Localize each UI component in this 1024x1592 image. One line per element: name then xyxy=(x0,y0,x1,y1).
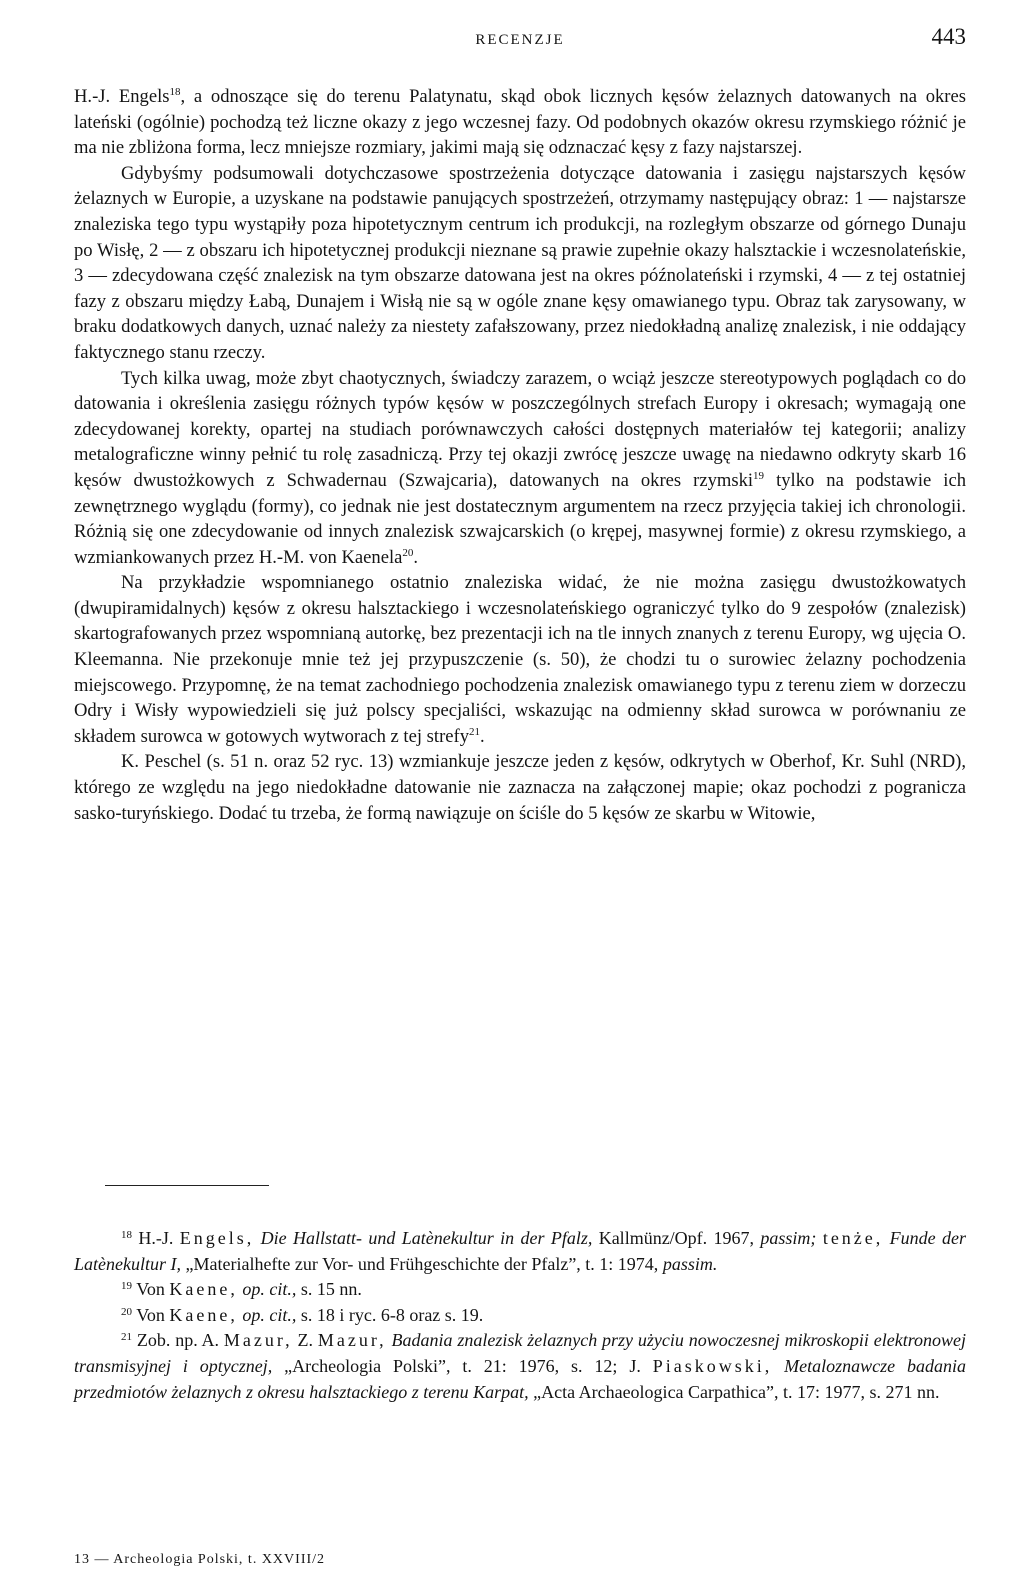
paragraph-2: Gdybyśmy podsumowali dotychczasowe spostrzeżenia dotyczące datowania i zasięgu najstarszych kęsów żelaznych w Europie, a uzyskane na podstawie panujących spostrzeżeń, otrzymamy następujący obraz: 1 — najstarsze znaleziska tego typu wystąpiły poza hipotetycznym centrum ich produkcji, na rozległym obszarze od górnego Dunaju po Wisłę, 2 — z obszaru ich hipotetycznej produkcji nieznane są prawie zupełnie okazy halsztackie i wczesnolateńskie, 3 — zdecydowana część znalezisk na tym obszarze datowana jest na okres późnolateński i rzymski, 4 — z tej ostatniej fazy z obszaru między Łabą, Dunajem i Wisłą nie są w ogóle znane kęsy omawianego typu. Obraz tak zarysowany, w braku dodatkowych danych, uznać należy za niestety zafałszowany, przez niedokładną analizę znalezisk, i nie oddający faktycznego stanu rzeczy. xyxy=(74,162,966,363)
footnote-ref-21[interactable]: 21 xyxy=(469,725,480,738)
footnote-21: $^{21}$ Zob. np. A. Mazur, Z. Mazur, Badania znalezisk żelaznych przy użyciu nowoczesnej mikroskopii elektronowej transmisyjnej i optycznej, „Archeologia Polski”, t. 21: 1976, s. 12; J. Piaskowski, Metaloznawcze badania przedmiotów żelaznych z okresu halsztackiego z terenu Karpat, „Acta Archaeologica Carpathica”, t. 17: 1977, s. 271 nn. xyxy=(74,1330,967,1402)
body-text xyxy=(74,84,966,826)
printer-signature: 13 — Archeologia Polski, t. XXVIII/2 xyxy=(74,1552,326,1567)
footnote-ref-19[interactable]: 19 xyxy=(753,469,765,482)
running-head xyxy=(74,24,966,54)
paragraph-4: Na przykładzie wspomnianego ostatnio znaleziska widać, że nie można zasięgu dwustożkowatych (dwupiramidalnych) kęsów z okresu halsztackiego i wczesnolateńskiego ograniczyć tylko do 9 zespołów (znalezisk) skartografowanych przez wspomnianą autorkę, bez prezentacji ich na tle innych znanych z terenu Europy, wg ujęcia O. Kleemanna. Nie przekonuje mnie też jej przypuszczenie (s. 50), że chodzi tu o surowiec żelazny pochodzenia miejscowego. Przypomnę, że na temat zachodniego pochodzenia znalezisk omawianego typu z terenu ziem w dorzeczu Odry i Wisły wypowiedzieli się już polscy specjaliści, wskazując na odmienny skład surowca w porównaniu ze składem surowca w gotowych wytworach z tej strefy$^{21}$. xyxy=(74,572,966,747)
paragraph-5: K. Peschel (s. 51 n. oraz 52 ryc. 13) wzmiankuje jeszcze jeden z kęsów, odkrytych w Oberhof, Kr. Suhl (NRD), którego ze względu na jego niedokładne datowanie nie zaznacza na załączonej mapie; okaz pochodzi z pogranicza sasko-turyńskiego. Dodać tu trzeba, że formą nawiązuje on ściśle do 5 kęsów ze skarbu w Witowie, xyxy=(74,751,966,824)
footnote-19: $^{19}$ Von Kaene, op. cit., s. 15 nn. xyxy=(121,1279,362,1300)
footnote-20: $^{20}$ Von Kaene, op. cit., s. 18 i ryc. 6-8 oraz s. 19. xyxy=(121,1304,484,1325)
paragraph-3: Tych kilka uwag, może zbyt chaotycznych, świadczy zarazem, o wciąż jeszcze stereotypowych poglądach co do datowania i określenia zasięgu różnych typów kęsów w poszczególnych strefach Europy i okresach; wymagają one zdecydowanej korekty, opartej na studiach porównawczych całości dostępnych materiałów tej kategorii; analizy metalograficzne winny pełnić tu rolę zasadniczą. Przy tej okazji zwrócę jeszcze uwagę na niedawno odkryty skarb 16 kęsów dwustożkowych z Schwadernau (Szwajcaria), datowanych na okres rzymski$^{19}$ tylko na podstawie ich zewnętrznego wyglądu (formy), co jednak nie jest dostatecznym argumentem na rzecz przyjęcia takiej ich chronologii. Różnią się one zdecydowanie od innych znalezisk szwajcarskich (o krępej, masywnej formie) z okresu rzymskiego, a wzmiankowanych przez H.-M. von Kaenela$^{20}$. xyxy=(74,367,966,568)
footnote-divider xyxy=(105,1185,269,1186)
running-title: RECENZJE xyxy=(475,32,565,48)
footnotes xyxy=(74,1226,966,1405)
page-number: 443 xyxy=(931,24,966,49)
footnote-ref-18[interactable]: 18 xyxy=(169,86,181,98)
paragraph-1: H.-J. Engels$^{18}$, a odnoszące się do terenu Palatynatu, skąd obok licznych kęsów żelaznych datowanych na okres lateński (ogólnie) pochodzą też liczne okazy z jego wczesnej fazy. Od podobnych okazów okresu rzymskiego różnić je ma nie zbliżona forma, lecz mniejsze rozmiary, jakimi mają się odznaczać kęsy z fazy najstarszej. xyxy=(74,86,966,159)
footnote-18: $^{18}$ H.-J. Engels, Die Hallstatt- und Latènekultur in der Pfalz, Kallmünz/Opf. 1967, passim; tenże, Funde der Latènekultur I, „Materialhefte zur Vor- und Frühgeschichte der Pfalz”, t. 1: 1974, passim. xyxy=(74,1228,967,1274)
footnote-ref-20[interactable]: 20 xyxy=(402,546,414,559)
